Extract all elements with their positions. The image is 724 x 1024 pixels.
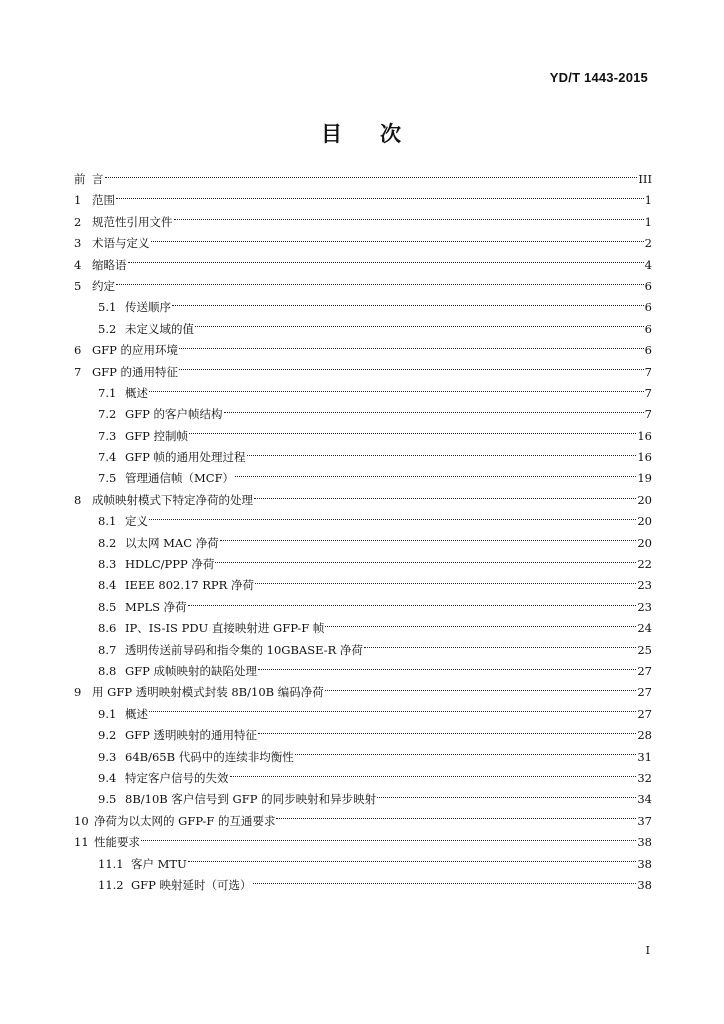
toc-leader-dots xyxy=(128,261,644,263)
toc-entry[interactable] xyxy=(74,575,652,596)
toc-entry-page: 6 xyxy=(644,300,652,315)
toc-entry-page: 2 xyxy=(644,236,652,251)
toc-entry-page: 27 xyxy=(637,685,652,700)
toc-leader-dots xyxy=(189,432,636,434)
toc-entry-page: 4 xyxy=(644,257,652,272)
toc-entry[interactable] xyxy=(74,704,652,725)
toc-entry-page: 20 xyxy=(637,514,652,529)
toc-entry-number: 前 xyxy=(74,172,86,186)
toc-entry-number: 7.5 xyxy=(98,471,117,486)
toc-leader-dots xyxy=(116,197,644,199)
toc-entry-label: 特定客户信号的失效 xyxy=(125,770,229,785)
toc-entry-page: 32 xyxy=(637,770,652,785)
toc-leader-dots xyxy=(224,411,644,413)
toc-entry-page: 23 xyxy=(637,599,652,614)
toc-entry-page: 7 xyxy=(644,364,652,379)
toc-entry-page: 19 xyxy=(637,471,652,486)
toc-entry-label: GFP 的客户帧结构 xyxy=(125,407,223,422)
toc-leader-dots xyxy=(253,882,637,884)
toc-leader-dots xyxy=(151,240,644,242)
toc-entry-page: 25 xyxy=(637,642,652,657)
toc-entry-number: 9.4 xyxy=(98,770,117,785)
toc-entry[interactable] xyxy=(74,747,652,768)
toc-entry-number: 10 xyxy=(74,813,89,828)
toc-entry-page: 27 xyxy=(637,706,652,721)
toc-entry-number: 8.4 xyxy=(98,578,117,593)
toc-entry-page: 28 xyxy=(637,728,652,743)
toc-entry-number: 9.3 xyxy=(98,749,117,764)
toc-leader-dots xyxy=(172,304,644,306)
toc-entry-label: GFP 透明映射的通用特征 xyxy=(125,728,258,743)
toc-leader-dots xyxy=(220,539,637,541)
toc-entry-label: 概述 xyxy=(125,706,148,721)
toc-entry-number: 5.1 xyxy=(98,300,117,315)
toc-leader-dots xyxy=(258,668,636,670)
toc-leader-dots xyxy=(179,368,644,370)
toc-leader-dots xyxy=(174,218,644,220)
toc-entry-label: 规范性引用文件 xyxy=(92,214,173,229)
toc-entry-number: 7.4 xyxy=(98,450,117,465)
toc-entry[interactable] xyxy=(74,661,652,682)
toc-leader-dots xyxy=(188,860,637,862)
toc-entry-page: 6 xyxy=(644,343,652,358)
toc-entry-page: 7 xyxy=(644,385,652,400)
toc-entry-number: 7.3 xyxy=(98,428,117,443)
toc-entry-label: GFP 成帧映射的缺陷处理 xyxy=(125,663,258,678)
toc-leader-dots xyxy=(254,497,636,499)
toc-entry-number: 8.8 xyxy=(98,663,117,678)
toc-entry[interactable] xyxy=(74,725,652,746)
toc-title xyxy=(0,118,724,148)
page-number: I xyxy=(645,944,650,957)
toc-leader-dots xyxy=(295,753,637,755)
toc-entry[interactable] xyxy=(74,383,652,404)
toc-entry-label: 透明传送前导码和指令集的 10GBASE-R 净荷 xyxy=(125,642,363,657)
toc-entry-label: 定义 xyxy=(125,514,148,529)
toc-entry-number: 3 xyxy=(74,236,82,251)
toc-entry-label: 未定义域的值 xyxy=(125,321,194,336)
toc-leader-dots xyxy=(325,625,636,627)
toc-entry-page: 6 xyxy=(644,321,652,336)
toc-entry-number: 8.3 xyxy=(98,557,117,572)
toc-entry-label: 净荷为以太网的 GFP-F 的互通要求 xyxy=(94,813,276,828)
toc-entry-page: 22 xyxy=(637,557,652,572)
toc-leader-dots xyxy=(364,646,636,648)
toc-entry-page: 38 xyxy=(637,877,652,892)
toc-entry-page: 38 xyxy=(637,856,652,871)
toc-entry[interactable] xyxy=(74,233,652,254)
toc-entry-label: IEEE 802.17 RPR 净荷 xyxy=(125,578,254,593)
toc-entry[interactable] xyxy=(74,832,652,853)
toc-entry-page: 31 xyxy=(637,749,652,764)
toc-leader-dots xyxy=(258,732,636,734)
toc-entry-label: HDLC/PPP 净荷 xyxy=(125,557,215,572)
toc-entry-page: 20 xyxy=(637,535,652,550)
toc-entry[interactable] xyxy=(74,468,652,489)
toc-entry-number: 5 xyxy=(74,278,82,293)
toc-entry-number: 2 xyxy=(74,214,82,229)
toc-entry-number: 8.2 xyxy=(98,535,117,550)
toc-entry[interactable] xyxy=(74,511,652,532)
toc-entry-label: IP、IS-IS PDU 直接映射进 GFP-F 帧 xyxy=(125,621,325,636)
toc-entry-label: 8B/10B 客户信号到 GFP 的同步映射和异步映射 xyxy=(125,792,377,807)
toc-entry-page: 27 xyxy=(637,663,652,678)
toc-entry-label: 术语与定义 xyxy=(92,236,150,251)
toc-entry-label: 管理通信帧（MCF） xyxy=(125,471,235,486)
toc-entry[interactable] xyxy=(74,640,652,661)
toc-entry-label: GFP 的通用特征 xyxy=(92,364,179,379)
toc-entry-number: 8 xyxy=(74,492,82,507)
toc-entry-number: 7.2 xyxy=(98,407,117,422)
toc-entry-number: 11.1 xyxy=(98,856,124,871)
toc-leader-dots xyxy=(141,839,636,841)
toc-entry-number: 11.2 xyxy=(98,877,124,892)
toc-entry-label: GFP 的应用环境 xyxy=(92,343,179,358)
toc-entry-number: 5.2 xyxy=(98,321,117,336)
toc-leader-dots xyxy=(235,475,636,477)
toc-entry-page: 6 xyxy=(644,278,652,293)
toc-entry[interactable] xyxy=(74,854,652,875)
toc-entry-label: GFP 帧的通用处理过程 xyxy=(125,450,246,465)
toc-title-char-1: 目 xyxy=(321,122,344,146)
toc-leader-dots xyxy=(149,710,636,712)
toc-entry-number: 7.1 xyxy=(98,385,117,400)
toc-entry-number: 4 xyxy=(74,257,82,272)
toc-entry[interactable] xyxy=(74,255,652,276)
toc-leader-dots xyxy=(377,796,636,798)
toc-title-char-2: 次 xyxy=(380,122,403,146)
toc-entry-page: 38 xyxy=(637,835,652,850)
toc-entry-page: 23 xyxy=(637,578,652,593)
toc-entry[interactable] xyxy=(74,554,652,575)
toc-entry-number: 7 xyxy=(74,364,82,379)
document-code: YD/T 1443-2015 xyxy=(549,70,648,85)
toc-entry-page: III xyxy=(638,172,652,186)
toc-leader-dots xyxy=(247,454,637,456)
toc-entry-page: 7 xyxy=(644,407,652,422)
toc-entry-number: 8.5 xyxy=(98,599,117,614)
toc-entry-page: 16 xyxy=(637,450,652,465)
toc-entry[interactable] xyxy=(74,169,652,190)
toc-entry[interactable] xyxy=(74,190,652,211)
toc-entry[interactable] xyxy=(74,297,652,318)
toc-entry-number: 9.2 xyxy=(98,728,117,743)
toc-entry-number: 1 xyxy=(74,193,82,208)
toc-leader-dots xyxy=(276,817,636,819)
toc-entry-label: 64B/65B 代码中的连续非均衡性 xyxy=(125,749,294,764)
toc-entry[interactable] xyxy=(74,597,652,618)
toc-entry[interactable] xyxy=(74,875,652,896)
toc-entry-label: 言 xyxy=(92,172,104,186)
toc-entry-number: 6 xyxy=(74,343,82,358)
toc-entry-page: 20 xyxy=(637,492,652,507)
toc-entry[interactable] xyxy=(74,682,652,703)
toc-entry-label: 范围 xyxy=(92,193,115,208)
toc-entry[interactable] xyxy=(74,340,652,361)
toc-entry-page: 24 xyxy=(637,621,652,636)
toc-entry-label: 用 GFP 透明映射模式封装 8B/10B 编码净荷 xyxy=(92,685,324,700)
toc-entry-page: 37 xyxy=(637,813,652,828)
toc-entry-label: 约定 xyxy=(92,278,115,293)
toc-leader-dots xyxy=(179,347,644,349)
toc-entry[interactable] xyxy=(74,426,652,447)
toc-entry-page: 34 xyxy=(637,792,652,807)
toc-entry-label: 缩略语 xyxy=(92,257,127,272)
toc-entry-label: 概述 xyxy=(125,385,148,400)
toc-entry-page: 1 xyxy=(644,193,652,208)
toc-entry-label: 以太网 MAC 净荷 xyxy=(125,535,219,550)
toc-leader-dots xyxy=(195,325,644,327)
toc-leader-dots xyxy=(116,283,644,285)
toc-leader-dots xyxy=(230,775,637,777)
toc-entry-number: 8.6 xyxy=(98,621,117,636)
toc-leader-dots xyxy=(149,390,644,392)
toc-entry-page: 16 xyxy=(637,428,652,443)
toc-leader-dots xyxy=(188,604,637,606)
toc-entry-label: MPLS 净荷 xyxy=(125,599,187,614)
toc-entry[interactable] xyxy=(74,404,652,425)
toc-leader-dots xyxy=(149,518,636,520)
toc-entry[interactable] xyxy=(74,490,652,511)
toc-entry[interactable] xyxy=(74,362,652,383)
toc-entry-number: 8.1 xyxy=(98,514,117,529)
toc-entry[interactable] xyxy=(74,319,652,340)
toc-entry-page: 1 xyxy=(644,214,652,229)
toc-entry[interactable] xyxy=(74,533,652,554)
toc-entry-label: GFP 控制帧 xyxy=(125,428,189,443)
toc-entry[interactable] xyxy=(74,447,652,468)
table-of-contents xyxy=(74,169,652,896)
toc-entry-number: 9 xyxy=(74,685,82,700)
toc-entry[interactable] xyxy=(74,811,652,832)
toc-entry-number: 9.1 xyxy=(98,706,117,721)
toc-entry[interactable] xyxy=(74,618,652,639)
toc-entry[interactable] xyxy=(74,212,652,233)
toc-entry-number: 8.7 xyxy=(98,642,117,657)
toc-entry-label: 成帧映射模式下特定净荷的处理 xyxy=(92,492,253,507)
toc-entry-label: GFP 映射延时（可选） xyxy=(131,877,252,892)
toc-entry[interactable] xyxy=(74,789,652,810)
toc-entry[interactable] xyxy=(74,276,652,297)
toc-entry-label: 传送顺序 xyxy=(125,300,171,315)
toc-leader-dots xyxy=(215,561,636,563)
toc-entry-label: 客户 MTU xyxy=(131,856,187,871)
toc-leader-dots xyxy=(105,176,638,178)
toc-entry-label: 性能要求 xyxy=(94,835,140,850)
toc-leader-dots xyxy=(325,689,637,691)
toc-entry-number: 11 xyxy=(74,835,89,850)
toc-entry[interactable] xyxy=(74,768,652,789)
toc-entry-number: 9.5 xyxy=(98,792,117,807)
toc-leader-dots xyxy=(255,582,636,584)
